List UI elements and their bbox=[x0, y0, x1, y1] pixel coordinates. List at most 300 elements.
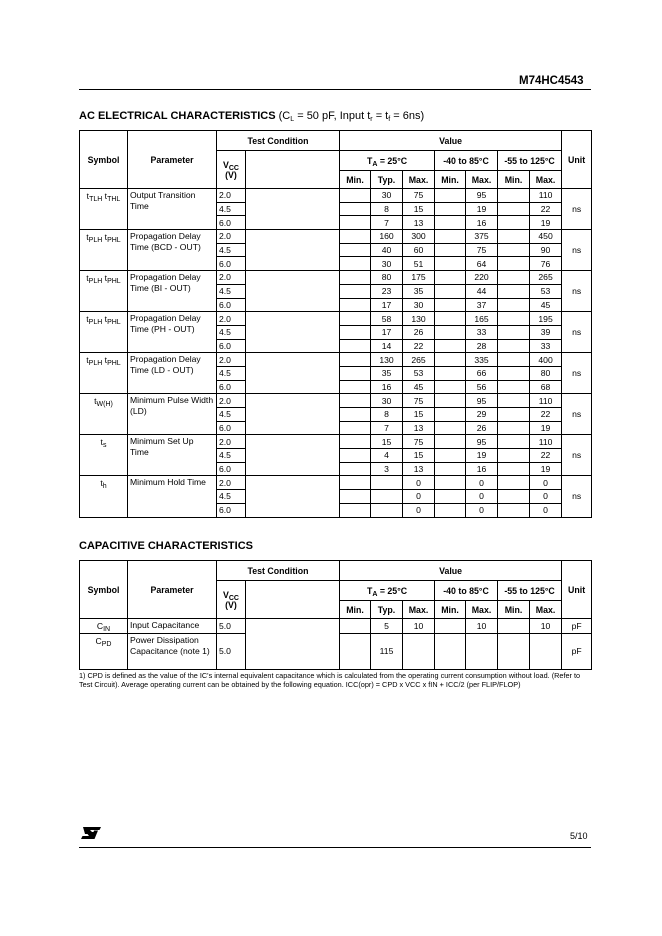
value-cell bbox=[340, 435, 371, 449]
value-cell bbox=[340, 312, 371, 326]
cap-test-condition-header: Test Condition bbox=[217, 561, 340, 581]
ac-vcc-header: $V_{CC}$ (V) bbox=[217, 151, 246, 189]
header-rule bbox=[79, 89, 591, 90]
value-cell: 17 bbox=[371, 325, 403, 339]
vcc-cell: 2.0 bbox=[217, 353, 246, 367]
vcc-cell: 6.0 bbox=[217, 257, 246, 271]
value-cell: 16 bbox=[466, 216, 498, 230]
value-cell bbox=[435, 476, 466, 490]
value-cell bbox=[498, 312, 530, 326]
value-cell bbox=[498, 503, 530, 517]
value-cell: 30 bbox=[371, 257, 403, 271]
value-cell: 45 bbox=[530, 298, 562, 312]
value-cell bbox=[435, 449, 466, 463]
unit-cell: ns bbox=[562, 476, 592, 517]
value-cell: 75 bbox=[466, 243, 498, 257]
cap-range1-header: -40 to 85°C bbox=[435, 581, 498, 601]
value-cell bbox=[435, 435, 466, 449]
value-cell bbox=[340, 339, 371, 353]
value-cell: 80 bbox=[371, 271, 403, 285]
value-cell: 265 bbox=[530, 271, 562, 285]
value-cell: 115 bbox=[371, 633, 403, 669]
value-cell: 13 bbox=[403, 462, 435, 476]
value-cell: 44 bbox=[466, 284, 498, 298]
vcc-cell: 2.0 bbox=[217, 271, 246, 285]
cap-max-header: Max. bbox=[530, 601, 562, 619]
value-cell bbox=[340, 257, 371, 271]
symbol-cell: $C_{PD}$ bbox=[80, 633, 128, 669]
value-cell: 19 bbox=[530, 462, 562, 476]
value-cell: 76 bbox=[530, 257, 562, 271]
value-cell: 19 bbox=[466, 202, 498, 216]
value-cell: 60 bbox=[403, 243, 435, 257]
value-cell: 35 bbox=[371, 366, 403, 380]
cap-parameter-header: Parameter bbox=[128, 561, 217, 619]
condition-cell bbox=[246, 476, 340, 517]
ac-symbol-header: Symbol bbox=[80, 131, 128, 189]
vcc-cell: 2.0 bbox=[217, 394, 246, 408]
parameter-cell: Input Capacitance bbox=[128, 619, 217, 634]
value-cell bbox=[340, 394, 371, 408]
value-cell bbox=[498, 243, 530, 257]
value-cell bbox=[435, 298, 466, 312]
value-cell bbox=[340, 421, 371, 435]
value-cell: 10 bbox=[403, 619, 435, 634]
value-cell bbox=[498, 230, 530, 244]
value-cell: 10 bbox=[466, 619, 498, 634]
part-number: M74HC4543 bbox=[519, 75, 584, 87]
footer-rule bbox=[79, 847, 591, 848]
value-cell bbox=[435, 380, 466, 394]
value-cell: 265 bbox=[403, 353, 435, 367]
value-cell: 130 bbox=[403, 312, 435, 326]
value-cell bbox=[435, 394, 466, 408]
symbol-cell: $t_s$ bbox=[80, 435, 128, 476]
value-cell bbox=[498, 257, 530, 271]
ac-value-header: Value bbox=[340, 131, 562, 151]
value-cell: 175 bbox=[403, 271, 435, 285]
value-cell bbox=[340, 408, 371, 422]
footnote: 1) CPD is defined as the value of the IC's internal equivalent capacitance which is calculated from the operating current consumption without load. (Refer to Test Circuit). Average operating current can be obtained by the following equation. ICC(opr) = CPD x VCC x fIN + ICC/2 (per FLIP/FLOP) bbox=[79, 671, 581, 689]
vcc-cell: 6.0 bbox=[217, 380, 246, 394]
value-cell bbox=[403, 633, 435, 669]
value-cell bbox=[498, 476, 530, 490]
unit-cell: ns bbox=[562, 189, 592, 230]
value-cell: 0 bbox=[466, 503, 498, 517]
value-cell: 13 bbox=[403, 216, 435, 230]
parameter-cell: Minimum Set Up Time bbox=[128, 435, 217, 476]
condition-cell bbox=[246, 312, 340, 353]
value-cell: 8 bbox=[371, 408, 403, 422]
value-cell: 66 bbox=[466, 366, 498, 380]
value-cell bbox=[340, 230, 371, 244]
value-cell bbox=[435, 202, 466, 216]
value-cell bbox=[498, 189, 530, 203]
value-cell: 165 bbox=[466, 312, 498, 326]
ac-min-header: Min. bbox=[340, 171, 371, 189]
value-cell bbox=[498, 394, 530, 408]
ac-typ-header: Typ. bbox=[371, 171, 403, 189]
vcc-cell: 6.0 bbox=[217, 216, 246, 230]
value-cell: 450 bbox=[530, 230, 562, 244]
ac-conditions: ($C_L = 50$ pF, Input $t_r = t_f = 6ns$) bbox=[278, 110, 425, 123]
cap-min-header: Min. bbox=[498, 601, 530, 619]
value-cell: 0 bbox=[466, 476, 498, 490]
value-cell: 300 bbox=[403, 230, 435, 244]
value-cell: 16 bbox=[466, 462, 498, 476]
symbol-cell: $t_{PLH}$ $t_{PHL}$ bbox=[80, 230, 128, 271]
value-cell: 220 bbox=[466, 271, 498, 285]
value-cell bbox=[340, 298, 371, 312]
table-row bbox=[80, 619, 592, 634]
table-row bbox=[80, 476, 592, 490]
value-cell: 8 bbox=[371, 202, 403, 216]
parameter-cell: Propagation Delay Time (LD - OUT) bbox=[128, 353, 217, 394]
value-cell: 30 bbox=[403, 298, 435, 312]
cap-value-header: Value bbox=[340, 561, 562, 581]
value-cell bbox=[498, 435, 530, 449]
page-number: 5/10 bbox=[570, 831, 588, 841]
ac-ta-header: $T_A = 25^\circ C$ bbox=[340, 151, 435, 171]
parameter-cell: Minimum Pulse Width (LD) bbox=[128, 394, 217, 435]
value-cell bbox=[435, 257, 466, 271]
value-cell: 22 bbox=[530, 408, 562, 422]
value-cell: 0 bbox=[466, 490, 498, 504]
symbol-cell: $t_{PLH}$ $t_{PHL}$ bbox=[80, 353, 128, 394]
value-cell: 15 bbox=[403, 408, 435, 422]
value-cell bbox=[435, 216, 466, 230]
value-cell: 14 bbox=[371, 339, 403, 353]
cap-min-header: Min. bbox=[340, 601, 371, 619]
value-cell: 40 bbox=[371, 243, 403, 257]
value-cell bbox=[340, 462, 371, 476]
vcc-cell: 6.0 bbox=[217, 339, 246, 353]
value-cell: 22 bbox=[530, 449, 562, 463]
ac-condition-blank bbox=[246, 151, 340, 189]
value-cell: 22 bbox=[530, 202, 562, 216]
value-cell: 13 bbox=[403, 421, 435, 435]
condition-cell bbox=[246, 230, 340, 271]
value-cell: 53 bbox=[530, 284, 562, 298]
value-cell bbox=[340, 380, 371, 394]
value-cell: 26 bbox=[403, 325, 435, 339]
value-cell bbox=[340, 325, 371, 339]
symbol-cell: $C_{IN}$ bbox=[80, 619, 128, 634]
value-cell: 0 bbox=[403, 490, 435, 504]
value-cell bbox=[340, 284, 371, 298]
table-row bbox=[80, 394, 592, 408]
value-cell bbox=[498, 271, 530, 285]
value-cell: 15 bbox=[371, 435, 403, 449]
value-cell: 0 bbox=[403, 503, 435, 517]
vcc-cell: 4.5 bbox=[217, 408, 246, 422]
value-cell: 160 bbox=[371, 230, 403, 244]
value-cell bbox=[435, 353, 466, 367]
condition-cell bbox=[246, 394, 340, 435]
value-cell: 5 bbox=[371, 619, 403, 634]
value-cell: 19 bbox=[530, 216, 562, 230]
cap-unit-header: Unit bbox=[562, 561, 592, 619]
vcc-cell: 2.0 bbox=[217, 312, 246, 326]
cap-typ-header: Typ. bbox=[371, 601, 403, 619]
vcc-cell: 4.5 bbox=[217, 490, 246, 504]
value-cell bbox=[498, 408, 530, 422]
value-cell: 0 bbox=[403, 476, 435, 490]
value-cell: 29 bbox=[466, 408, 498, 422]
value-cell bbox=[435, 339, 466, 353]
cap-ta-header: $T_A = 25^\circ C$ bbox=[340, 581, 435, 601]
ac-test-condition-header: Test Condition bbox=[217, 131, 340, 151]
value-cell bbox=[498, 325, 530, 339]
condition-cell bbox=[246, 435, 340, 476]
value-cell bbox=[340, 619, 371, 634]
value-cell bbox=[435, 503, 466, 517]
value-cell bbox=[498, 633, 530, 669]
symbol-cell: $t_{PLH}$ $t_{PHL}$ bbox=[80, 312, 128, 353]
value-cell: 130 bbox=[371, 353, 403, 367]
value-cell: 68 bbox=[530, 380, 562, 394]
value-cell: 75 bbox=[403, 394, 435, 408]
st-logo-icon bbox=[80, 826, 102, 845]
ac-section-title bbox=[79, 110, 424, 122]
value-cell bbox=[498, 353, 530, 367]
value-cell: 80 bbox=[530, 366, 562, 380]
vcc-cell: 2.0 bbox=[217, 230, 246, 244]
symbol-cell: $t_h$ bbox=[80, 476, 128, 517]
ac-max-header: Max. bbox=[530, 171, 562, 189]
value-cell bbox=[466, 633, 498, 669]
unit-cell: ns bbox=[562, 230, 592, 271]
value-cell: 53 bbox=[403, 366, 435, 380]
ac-range1-header: -40 to 85°C bbox=[435, 151, 498, 171]
value-cell bbox=[435, 312, 466, 326]
table-row bbox=[80, 189, 592, 203]
vcc-cell: 6.0 bbox=[217, 462, 246, 476]
ac-unit-header: Unit bbox=[562, 131, 592, 189]
vcc-cell: 6.0 bbox=[217, 298, 246, 312]
value-cell: 15 bbox=[403, 202, 435, 216]
table-row bbox=[80, 435, 592, 449]
value-cell bbox=[435, 284, 466, 298]
value-cell bbox=[530, 633, 562, 669]
value-cell bbox=[435, 408, 466, 422]
value-cell: 375 bbox=[466, 230, 498, 244]
value-cell bbox=[498, 619, 530, 634]
value-cell bbox=[498, 421, 530, 435]
value-cell bbox=[340, 216, 371, 230]
value-cell: 37 bbox=[466, 298, 498, 312]
vcc-cell: 6.0 bbox=[217, 503, 246, 517]
value-cell bbox=[340, 449, 371, 463]
value-cell bbox=[498, 298, 530, 312]
unit-cell: ns bbox=[562, 271, 592, 312]
value-cell bbox=[498, 366, 530, 380]
value-cell: 10 bbox=[530, 619, 562, 634]
cap-max-header: Max. bbox=[403, 601, 435, 619]
value-cell: 4 bbox=[371, 449, 403, 463]
table-row bbox=[80, 312, 592, 326]
capacitive-characteristics-table bbox=[79, 560, 592, 670]
value-cell: 33 bbox=[466, 325, 498, 339]
value-cell: 0 bbox=[530, 476, 562, 490]
unit-cell: ns bbox=[562, 435, 592, 476]
ac-characteristics-table bbox=[79, 130, 592, 518]
symbol-cell: $t_{PLH}$ $t_{PHL}$ bbox=[80, 271, 128, 312]
cap-symbol-header: Symbol bbox=[80, 561, 128, 619]
parameter-cell: Propagation Delay Time (BCD - OUT) bbox=[128, 230, 217, 271]
vcc-cell: 2.0 bbox=[217, 189, 246, 203]
table-row bbox=[80, 230, 592, 244]
value-cell: 45 bbox=[403, 380, 435, 394]
vcc-cell: 2.0 bbox=[217, 476, 246, 490]
vcc-cell: 4.5 bbox=[217, 366, 246, 380]
value-cell: 17 bbox=[371, 298, 403, 312]
value-cell: 110 bbox=[530, 435, 562, 449]
value-cell: 15 bbox=[403, 449, 435, 463]
ac-title-text: AC ELECTRICAL CHARACTERISTICS bbox=[79, 110, 276, 122]
value-cell: 16 bbox=[371, 380, 403, 394]
ac-max-header: Max. bbox=[466, 171, 498, 189]
parameter-cell: Power Dissipation Capacitance (note 1) bbox=[128, 633, 217, 669]
value-cell: 35 bbox=[403, 284, 435, 298]
value-cell bbox=[435, 421, 466, 435]
condition-cell bbox=[246, 353, 340, 394]
value-cell: 7 bbox=[371, 216, 403, 230]
value-cell: 0 bbox=[530, 503, 562, 517]
value-cell bbox=[435, 230, 466, 244]
value-cell bbox=[435, 271, 466, 285]
value-cell bbox=[371, 490, 403, 504]
value-cell bbox=[340, 271, 371, 285]
value-cell bbox=[340, 189, 371, 203]
unit-cell: pF bbox=[562, 633, 592, 669]
unit-cell: ns bbox=[562, 394, 592, 435]
cap-section-title: CAPACITIVE CHARACTERISTICS bbox=[79, 540, 253, 552]
value-cell: 335 bbox=[466, 353, 498, 367]
vcc-cell: 5.0 bbox=[217, 619, 246, 634]
value-cell bbox=[498, 462, 530, 476]
value-cell bbox=[435, 366, 466, 380]
value-cell: 30 bbox=[371, 394, 403, 408]
value-cell bbox=[435, 462, 466, 476]
value-cell: 75 bbox=[403, 189, 435, 203]
value-cell: 51 bbox=[403, 257, 435, 271]
value-cell bbox=[371, 476, 403, 490]
ac-parameter-header: Parameter bbox=[128, 131, 217, 189]
condition-cell bbox=[246, 619, 340, 670]
value-cell bbox=[435, 490, 466, 504]
table-row bbox=[80, 353, 592, 367]
vcc-cell: 2.0 bbox=[217, 435, 246, 449]
value-cell bbox=[498, 339, 530, 353]
value-cell: 7 bbox=[371, 421, 403, 435]
value-cell bbox=[435, 189, 466, 203]
value-cell bbox=[498, 202, 530, 216]
vcc-cell: 4.5 bbox=[217, 449, 246, 463]
value-cell: 110 bbox=[530, 189, 562, 203]
value-cell bbox=[498, 284, 530, 298]
cap-vcc-header: $V_{CC}$ (V) bbox=[217, 581, 246, 619]
condition-cell bbox=[246, 271, 340, 312]
ac-min-header: Min. bbox=[435, 171, 466, 189]
parameter-cell: Output Transition Time bbox=[128, 189, 217, 230]
ac-range2-header: -55 to 125°C bbox=[498, 151, 562, 171]
cap-condition-blank bbox=[246, 581, 340, 619]
value-cell bbox=[340, 503, 371, 517]
value-cell bbox=[340, 633, 371, 669]
value-cell: 75 bbox=[403, 435, 435, 449]
unit-cell: ns bbox=[562, 312, 592, 353]
vcc-cell: 4.5 bbox=[217, 243, 246, 257]
value-cell: 3 bbox=[371, 462, 403, 476]
unit-cell: pF bbox=[562, 619, 592, 634]
value-cell: 33 bbox=[530, 339, 562, 353]
parameter-cell: Minimum Hold Time bbox=[128, 476, 217, 517]
value-cell bbox=[498, 449, 530, 463]
value-cell: 90 bbox=[530, 243, 562, 257]
value-cell: 28 bbox=[466, 339, 498, 353]
value-cell: 58 bbox=[371, 312, 403, 326]
value-cell bbox=[340, 490, 371, 504]
value-cell: 110 bbox=[530, 394, 562, 408]
value-cell bbox=[371, 503, 403, 517]
value-cell: 95 bbox=[466, 435, 498, 449]
value-cell: 95 bbox=[466, 189, 498, 203]
value-cell: 95 bbox=[466, 394, 498, 408]
vcc-cell: 4.5 bbox=[217, 202, 246, 216]
value-cell: 30 bbox=[371, 189, 403, 203]
value-cell bbox=[498, 490, 530, 504]
value-cell bbox=[435, 325, 466, 339]
symbol-cell: $t_{W(H)}$ bbox=[80, 394, 128, 435]
value-cell: 0 bbox=[530, 490, 562, 504]
parameter-cell: Propagation Delay Time (BI - OUT) bbox=[128, 271, 217, 312]
value-cell: 56 bbox=[466, 380, 498, 394]
value-cell: 400 bbox=[530, 353, 562, 367]
vcc-cell: 4.5 bbox=[217, 284, 246, 298]
condition-cell bbox=[246, 189, 340, 230]
value-cell bbox=[340, 202, 371, 216]
value-cell bbox=[498, 216, 530, 230]
symbol-cell: $t_{TLH}$ $t_{THL}$ bbox=[80, 189, 128, 230]
vcc-cell: 4.5 bbox=[217, 325, 246, 339]
value-cell bbox=[498, 380, 530, 394]
value-cell: 195 bbox=[530, 312, 562, 326]
cap-range2-header: -55 to 125°C bbox=[498, 581, 562, 601]
unit-cell: ns bbox=[562, 353, 592, 394]
value-cell: 64 bbox=[466, 257, 498, 271]
value-cell bbox=[340, 353, 371, 367]
ac-min-header: Min. bbox=[498, 171, 530, 189]
parameter-cell: Propagation Delay Time (PH - OUT) bbox=[128, 312, 217, 353]
value-cell bbox=[435, 243, 466, 257]
vcc-cell: 5.0 bbox=[217, 633, 246, 669]
value-cell: 39 bbox=[530, 325, 562, 339]
value-cell bbox=[340, 243, 371, 257]
value-cell bbox=[340, 366, 371, 380]
value-cell bbox=[340, 476, 371, 490]
value-cell: 22 bbox=[403, 339, 435, 353]
value-cell bbox=[435, 619, 466, 634]
cap-max-header: Max. bbox=[466, 601, 498, 619]
cap-min-header: Min. bbox=[435, 601, 466, 619]
value-cell bbox=[435, 633, 466, 669]
ac-max-header: Max. bbox=[403, 171, 435, 189]
table-row bbox=[80, 271, 592, 285]
vcc-cell: 6.0 bbox=[217, 421, 246, 435]
value-cell: 19 bbox=[530, 421, 562, 435]
value-cell: 19 bbox=[466, 449, 498, 463]
